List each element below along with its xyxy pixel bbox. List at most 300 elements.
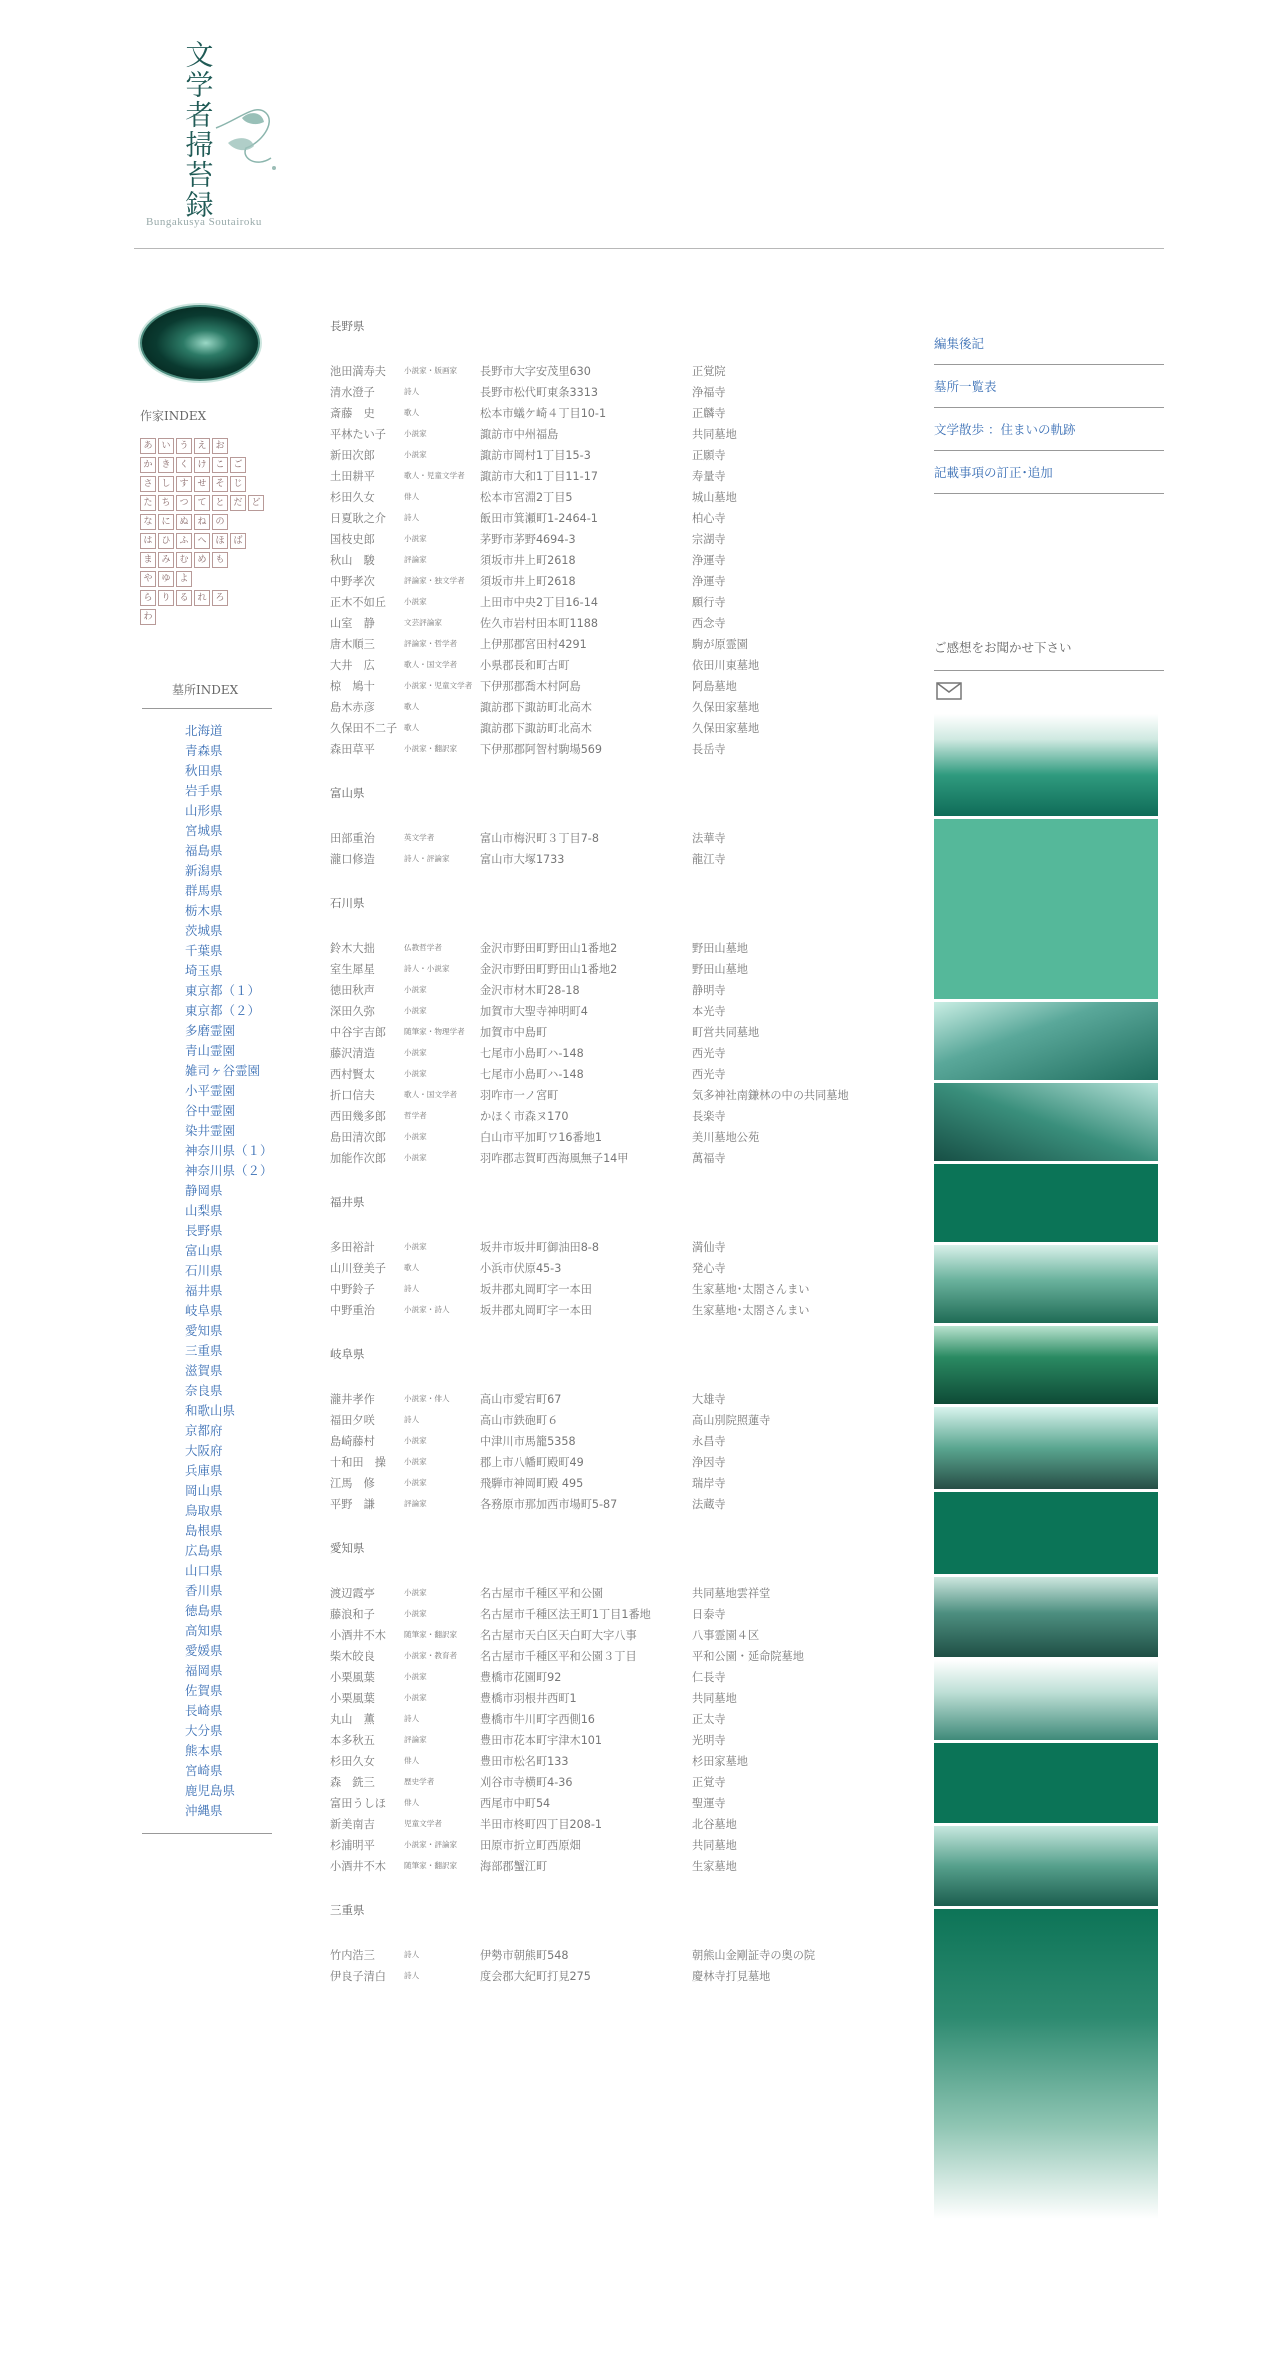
prefecture-link[interactable]: 島根県 [185, 1523, 223, 1538]
author-occupation: 小説家 [404, 1609, 427, 1618]
prefecture-link[interactable]: 山口県 [185, 1563, 223, 1578]
prefecture-link[interactable]: 滋賀県 [185, 1363, 223, 1378]
entry-row [330, 1834, 910, 1855]
grave-address: 富山市梅沢町３丁目7-8 [480, 831, 599, 845]
author-occupation: 俳人 [404, 1756, 420, 1765]
kana-row [140, 457, 280, 473]
prefecture-link[interactable]: 秋田県 [185, 763, 223, 778]
kana-link[interactable]: ね [194, 514, 210, 530]
grave-address: 須坂市井上町2618 [480, 574, 576, 588]
kana-link[interactable]: ご [230, 457, 246, 473]
prefecture-link[interactable]: 福島県 [185, 843, 223, 858]
grave-address: 小浜市伏原45-3 [480, 1261, 562, 1275]
author-occupation: 評論家 [404, 555, 427, 564]
kana-link[interactable]: お [212, 438, 228, 454]
grave-address: 諏訪市中州福島 [480, 427, 559, 441]
prefecture-link[interactable]: 静岡県 [185, 1183, 223, 1198]
grave-address: 七尾市小島町ハ-148 [480, 1046, 584, 1060]
entry-row [330, 1236, 910, 1257]
section-gap [330, 1876, 910, 1902]
entry-row [330, 1582, 910, 1603]
author-occupation: 児童文学者 [404, 1819, 442, 1828]
author-occupation: 随筆家・翻訳家 [404, 1861, 458, 1870]
prefecture-link[interactable]: 石川県 [185, 1263, 223, 1278]
author-name: 新田次郎 [330, 448, 375, 462]
prefecture-link[interactable]: 千葉県 [185, 943, 223, 958]
grave-address: 上伊那郡宮田村4291 [480, 637, 587, 651]
menu-literary-walk[interactable]: 文学散歩 ：住まいの軌跡 [934, 408, 1164, 451]
prefecture-link[interactable]: 熊本県 [185, 1743, 223, 1758]
grave-site: 法華寺 [692, 831, 726, 845]
site-logo[interactable] [146, 18, 306, 238]
kana-link[interactable]: る [176, 590, 192, 606]
grave-address: 高山市鉄砲町６ [480, 1413, 559, 1427]
grave-photo [934, 1326, 1158, 1404]
author-occupation: 小説家 [404, 1693, 427, 1702]
kana-link[interactable]: と [212, 495, 228, 511]
author-name: 藤沢清造 [330, 1046, 375, 1060]
kana-link[interactable]: あ [140, 438, 156, 454]
author-occupation: 俳人 [404, 1798, 420, 1807]
grave-index-divider-top [142, 708, 272, 709]
author-occupation: 小説家 [404, 1436, 427, 1445]
grave-address: 金沢市野田町野田山1番地2 [480, 962, 618, 976]
author-occupation: 詩人 [404, 1971, 420, 1980]
kana-link[interactable]: や [140, 571, 156, 587]
grave-address: 西尾市中町54 [480, 1796, 551, 1810]
prefecture-link[interactable]: 山形県 [185, 803, 223, 818]
prefecture-link[interactable]: 山梨県 [185, 1203, 223, 1218]
grave-site: 発心寺 [692, 1261, 726, 1275]
grave-address: かほく市森ヌ170 [480, 1109, 569, 1123]
prefecture-link[interactable]: 大分県 [185, 1723, 223, 1738]
grave-address: 下伊那郡喬木村阿島 [480, 679, 581, 693]
kana-link[interactable]: ち [158, 495, 174, 511]
grave-site: 生家墓地･太閤さんまい [692, 1282, 810, 1296]
grave-site: 瑞岸寺 [692, 1476, 726, 1490]
grave-site: 西念寺 [692, 616, 726, 630]
entry-row [330, 1771, 910, 1792]
grave-address: 各務原市那加西市場町5-87 [480, 1497, 618, 1511]
prefecture-list [185, 721, 280, 1821]
mail-icon[interactable] [936, 682, 962, 700]
section-title: 富山県 [330, 786, 365, 800]
grave-site: 願行寺 [692, 595, 726, 609]
prefecture-link[interactable]: 広島県 [185, 1543, 223, 1558]
grave-site: 大雄寺 [692, 1392, 726, 1406]
kana-row [140, 495, 280, 511]
prefecture-link[interactable]: 奈良県 [185, 1383, 223, 1398]
prefecture-link[interactable]: 神奈川県（１） [185, 1143, 273, 1158]
kana-link[interactable]: れ [194, 590, 210, 606]
author-occupation: 評論家 [404, 1735, 427, 1744]
author-name: 室生犀星 [330, 962, 375, 976]
grave-site: 永昌寺 [692, 1434, 726, 1448]
author-occupation: 歌人・児童文学者 [404, 471, 465, 480]
author-occupation: 小説家・評論家 [404, 1840, 458, 1849]
prefecture-link[interactable]: 神奈川県（２） [185, 1163, 273, 1178]
kana-link[interactable]: し [158, 476, 174, 492]
kana-link[interactable]: え [194, 438, 210, 454]
green-panel [934, 1492, 1158, 1574]
author-name: 唐木順三 [330, 637, 375, 651]
author-name: 正木不如丘 [330, 595, 386, 609]
menu-corrections[interactable]: 記載事項の訂正･追加 [934, 451, 1164, 494]
grave-address: 小県郡長和町古町 [480, 658, 570, 672]
author-occupation: 小説家 [404, 1242, 427, 1251]
section-gap [330, 1514, 910, 1540]
entry-row [330, 528, 910, 549]
kana-link[interactable]: つ [176, 495, 192, 511]
author-occupation: 随筆家・翻訳家 [404, 1630, 458, 1639]
prefecture-link[interactable]: 雑司ヶ谷霊園 [185, 1063, 261, 1078]
author-occupation: 歌人 [404, 723, 420, 732]
entry-row [330, 1472, 910, 1493]
kana-link[interactable]: た [140, 495, 156, 511]
author-occupation: 評論家・哲学者 [404, 639, 458, 648]
grave-site: 生家墓地･太閤さんまい [692, 1303, 810, 1317]
grave-address: 羽咋市一ノ宮町 [480, 1088, 559, 1102]
grave-address: 飯田市箕瀬町1-2464-1 [480, 511, 598, 525]
author-name: 小栗風葉 [330, 1691, 375, 1705]
grave-site: 久保田家墓地 [692, 721, 760, 735]
entry-row [330, 465, 910, 486]
kana-link[interactable]: わ [140, 609, 156, 625]
kana-link[interactable]: ば [230, 533, 246, 549]
kana-index-grid [140, 438, 280, 625]
prefecture-link[interactable]: 佐賀県 [185, 1683, 223, 1698]
entry-row [330, 848, 910, 869]
kana-link[interactable]: す [176, 476, 192, 492]
prefecture-link[interactable]: 埼玉県 [185, 963, 223, 978]
avatar-image [140, 305, 260, 381]
kana-link[interactable]: ま [140, 552, 156, 568]
grave-site: 正麟寺 [692, 406, 726, 420]
author-occupation: 詩人 [404, 1714, 420, 1723]
prefecture-link[interactable]: 多磨霊園 [185, 1023, 236, 1038]
grave-site: 駒が原霊園 [692, 637, 748, 651]
author-name: 深田久弥 [330, 1004, 375, 1018]
grave-site: 長岳寺 [692, 742, 726, 756]
entry-row [330, 1278, 910, 1299]
prefecture-link[interactable]: 和歌山県 [185, 1403, 236, 1418]
prefecture-link[interactable]: 福岡県 [185, 1663, 223, 1678]
grave-site: 気多神社南鎌林の中の共同墓地 [692, 1088, 849, 1102]
author-name: 加能作次郎 [330, 1151, 386, 1165]
prefecture-link[interactable]: 富山県 [185, 1243, 223, 1258]
prefecture-link[interactable]: 長崎県 [185, 1703, 223, 1718]
kana-link[interactable]: み [158, 552, 174, 568]
kana-link[interactable]: ほ [212, 533, 228, 549]
kana-link[interactable]: の [212, 514, 228, 530]
author-occupation: 小説家 [404, 1672, 427, 1681]
grave-site: 浄因寺 [692, 1455, 726, 1469]
author-name: 徳田秋声 [330, 983, 375, 997]
kana-link[interactable]: ぬ [176, 514, 192, 530]
kana-link[interactable]: い [158, 438, 174, 454]
prefecture-link[interactable]: 小平霊園 [185, 1083, 236, 1098]
author-occupation: 小説家・版画家 [404, 366, 458, 375]
grave-address: 下伊那郡阿智村駒場569 [480, 742, 603, 756]
author-name: 小酒井不木 [330, 1859, 386, 1873]
prefecture-link[interactable]: 兵庫県 [185, 1463, 223, 1478]
grave-site: 正覚寺 [692, 1775, 726, 1789]
entry-row [330, 958, 910, 979]
prefecture-link[interactable]: 宮崎県 [185, 1763, 223, 1778]
prefecture-link[interactable]: 岐阜県 [185, 1303, 223, 1318]
prefecture-link[interactable]: 岩手県 [185, 783, 223, 798]
author-name: 国枝史郎 [330, 532, 375, 546]
author-name: 丸山 薫 [330, 1712, 375, 1726]
green-panel [934, 1743, 1158, 1823]
kana-row [140, 571, 280, 587]
prefecture-link[interactable]: 谷中霊園 [185, 1103, 236, 1118]
prefecture-link[interactable]: 鳥取県 [185, 1503, 223, 1518]
kana-link[interactable]: か [140, 457, 156, 473]
author-occupation: 小説家 [404, 1048, 427, 1057]
kana-link[interactable]: へ [194, 533, 210, 549]
prefecture-link[interactable]: 沖縄県 [185, 1803, 223, 1818]
prefecture-link[interactable]: 群馬県 [185, 883, 223, 898]
grave-site: 本光寺 [692, 1004, 726, 1018]
grave-site: 柏心寺 [692, 511, 726, 525]
prefecture-link[interactable]: 青森県 [185, 743, 223, 758]
grave-photo [934, 1577, 1158, 1657]
prefecture-link[interactable]: 愛媛県 [185, 1643, 223, 1658]
kana-link[interactable]: む [176, 552, 192, 568]
kana-link[interactable]: け [194, 457, 210, 473]
entry-row [330, 423, 910, 444]
entry-row [330, 1687, 910, 1708]
prefecture-link[interactable]: 高知県 [185, 1623, 223, 1638]
author-occupation: 小説家 [404, 597, 427, 606]
author-name: 新美南吉 [330, 1817, 375, 1831]
entry-row [330, 1708, 910, 1729]
grave-address: 名古屋市千種区法王町1丁目1番地 [480, 1607, 651, 1621]
grave-listing [330, 318, 910, 1986]
menu-grave-list[interactable]: 墓所一覧表 [934, 365, 1164, 408]
entry-row [330, 1409, 910, 1430]
grave-site: 聖運寺 [692, 1796, 726, 1810]
grave-site: 法蔵寺 [692, 1497, 726, 1511]
author-name: 折口信夫 [330, 1088, 375, 1102]
prefecture-link[interactable]: 新潟県 [185, 863, 223, 878]
kana-link[interactable]: さ [140, 476, 156, 492]
entry-row [330, 1493, 910, 1514]
author-occupation: 小説家 [404, 1069, 427, 1078]
section-title: 岐阜県 [330, 1347, 365, 1361]
logo-subtitle: Bungakusya Soutairoku [146, 216, 262, 228]
prefecture-link[interactable]: 岡山県 [185, 1483, 223, 1498]
prefecture-link[interactable]: 東京都（１） [185, 983, 261, 998]
grave-site: 共同墓地 [692, 1838, 737, 1852]
author-occupation: 詩人・評論家 [404, 854, 450, 863]
grave-photo [934, 1407, 1158, 1489]
author-occupation: 歌人・国文学者 [404, 1090, 458, 1099]
prefecture-link[interactable]: 福井県 [185, 1283, 223, 1298]
entry-row [330, 1855, 910, 1876]
entry-row [330, 1388, 910, 1409]
grave-address: 加賀市中島町 [480, 1025, 548, 1039]
kana-link[interactable]: ひ [158, 533, 174, 549]
author-name: 平林たい子 [330, 427, 386, 441]
entry-list [330, 827, 910, 869]
entry-row [330, 1105, 910, 1126]
grave-address: 佐久市岩村田本町1188 [480, 616, 598, 630]
grave-site: 慶林寺打見墓地 [692, 1969, 771, 1983]
photo-strip [934, 714, 1158, 2222]
grave-site: 萬福寺 [692, 1151, 726, 1165]
section-title: 福井県 [330, 1195, 365, 1209]
entry-row [330, 979, 910, 1000]
prefecture-link[interactable]: 香川県 [185, 1583, 223, 1598]
entry-row [330, 1042, 910, 1063]
author-name: 杉田久女 [330, 1754, 375, 1768]
grave-site: 龍江寺 [692, 852, 726, 866]
grave-address: 豊橋市花園町92 [480, 1670, 562, 1684]
entry-row [330, 1084, 910, 1105]
kana-row [140, 476, 280, 492]
kana-link[interactable]: り [158, 590, 174, 606]
author-name: 渡辺霞亭 [330, 1586, 375, 1600]
entry-row [330, 1624, 910, 1645]
author-occupation: 文芸評論家 [404, 618, 442, 627]
grave-address: 名古屋市千種区平和公園３丁目 [480, 1649, 637, 1663]
kana-link[interactable]: て [194, 495, 210, 511]
prefecture-link[interactable]: 愛知県 [185, 1323, 223, 1338]
author-name: 多田裕計 [330, 1240, 375, 1254]
kana-link[interactable]: う [176, 438, 192, 454]
kana-link[interactable]: だ [230, 495, 246, 511]
author-occupation: 哲学者 [404, 1111, 427, 1120]
kana-link[interactable]: こ [212, 457, 228, 473]
author-occupation: 小説家・翻訳家 [404, 744, 458, 753]
entry-row [330, 591, 910, 612]
header-divider [134, 248, 1164, 249]
grave-site: 寿量寺 [692, 469, 726, 483]
author-occupation: 小説家 [404, 1457, 427, 1466]
kana-link[interactable]: き [158, 457, 174, 473]
grave-site: 高山別院照蓮寺 [692, 1413, 771, 1427]
kana-link[interactable]: な [140, 514, 156, 530]
green-panel [934, 1164, 1158, 1242]
author-name: 土田耕平 [330, 469, 375, 483]
grave-address: 坂井郡丸岡町字一本田 [480, 1303, 592, 1317]
author-index-heading: 作家INDEX [140, 409, 207, 423]
entry-row [330, 507, 910, 528]
grave-site: 満仙寺 [692, 1240, 726, 1254]
prefecture-link[interactable]: 東京都（２） [185, 1003, 261, 1018]
green-panel [934, 819, 1158, 999]
kana-link[interactable]: ろ [212, 590, 228, 606]
author-name: 山川登美子 [330, 1261, 386, 1275]
author-name: 中野鈴子 [330, 1282, 375, 1296]
author-occupation: 詩人 [404, 1284, 420, 1293]
grave-site: 静明寺 [692, 983, 726, 997]
grave-site: 共同墓地 [692, 1691, 737, 1705]
grave-site: 浄運寺 [692, 553, 726, 567]
grave-site: 町営共同墓地 [692, 1025, 760, 1039]
kana-link[interactable]: じ [230, 476, 246, 492]
author-occupation: 詩人・小説家 [404, 964, 450, 973]
menu-editorial-note[interactable]: 編集後記 [934, 322, 1164, 365]
grave-address: 諏訪郡下諏訪町北高木 [480, 721, 592, 735]
entry-row [330, 381, 910, 402]
kana-link[interactable]: も [212, 552, 228, 568]
author-name: 清水澄子 [330, 385, 375, 399]
author-name: 日夏耿之介 [330, 511, 386, 525]
grave-photo [934, 1660, 1158, 1740]
prefecture-link[interactable]: 青山霊園 [185, 1043, 236, 1058]
author-occupation: 評論家 [404, 1499, 427, 1508]
prefecture-link[interactable]: 染井霊園 [185, 1123, 236, 1138]
section-title: 長野県 [330, 319, 365, 333]
kana-link[interactable]: ゆ [158, 571, 174, 587]
logo-title: 文学者掃苔録 [181, 40, 215, 220]
kana-link[interactable]: ら [140, 590, 156, 606]
author-name: 中野孝次 [330, 574, 375, 588]
grave-photo [934, 714, 1158, 816]
author-name: 森田草平 [330, 742, 375, 756]
kana-link[interactable]: ど [248, 495, 264, 511]
prefecture-link[interactable]: 北海道 [185, 723, 223, 738]
kana-link[interactable]: め [194, 552, 210, 568]
grave-site: 美川墓地公苑 [692, 1130, 760, 1144]
kana-link[interactable]: に [158, 514, 174, 530]
author-occupation: 詩人 [404, 513, 420, 522]
prefecture-link[interactable]: 宮城県 [185, 823, 223, 838]
prefecture-link[interactable]: 大阪府 [185, 1443, 223, 1458]
grave-address: 金沢市野田町野田山1番地2 [480, 941, 618, 955]
grave-address: 諏訪市大和1丁目11-17 [480, 469, 598, 483]
kana-row [140, 514, 280, 530]
prefecture-link[interactable]: 三重県 [185, 1343, 223, 1358]
prefecture-link[interactable]: 長野県 [185, 1223, 223, 1238]
author-name: 福田夕咲 [330, 1413, 375, 1427]
kana-link[interactable]: は [140, 533, 156, 549]
prefecture-link[interactable]: 栃木県 [185, 903, 223, 918]
section-title: 石川県 [330, 896, 365, 910]
kana-link[interactable]: そ [212, 476, 228, 492]
grave-address: 上田市中央2丁目16-14 [480, 595, 598, 609]
entry-row [330, 827, 910, 848]
entry-row [330, 1147, 910, 1168]
grave-site: 正願寺 [692, 448, 726, 462]
section-gap [330, 1168, 910, 1194]
entry-row [330, 1430, 910, 1451]
entry-row [330, 1126, 910, 1147]
section-title: 三重県 [330, 1903, 365, 1917]
prefecture-link[interactable]: 茨城県 [185, 923, 223, 938]
grave-site: 依田川東墓地 [692, 658, 760, 672]
prefecture-link[interactable]: 京都府 [185, 1423, 223, 1438]
kana-link[interactable]: ふ [176, 533, 192, 549]
grave-site: 杉田家墓地 [692, 1754, 748, 1768]
kana-link[interactable]: よ [176, 571, 192, 587]
prefecture-link[interactable]: 鹿児島県 [185, 1783, 236, 1798]
author-occupation: 歌人 [404, 408, 420, 417]
grave-address: 半田市柊町四丁目208-1 [480, 1817, 603, 1831]
kana-link[interactable]: せ [194, 476, 210, 492]
author-name: 中谷宇吉郎 [330, 1025, 386, 1039]
author-name: 鈴木大拙 [330, 941, 375, 955]
grave-site: 久保田家墓地 [692, 700, 760, 714]
author-name: 富田うしほ [330, 1796, 386, 1810]
grave-address: 中津川市馬籠5358 [480, 1434, 576, 1448]
kana-link[interactable]: く [176, 457, 192, 473]
prefecture-link[interactable]: 徳島県 [185, 1603, 223, 1618]
grave-site: 西光寺 [692, 1046, 726, 1060]
